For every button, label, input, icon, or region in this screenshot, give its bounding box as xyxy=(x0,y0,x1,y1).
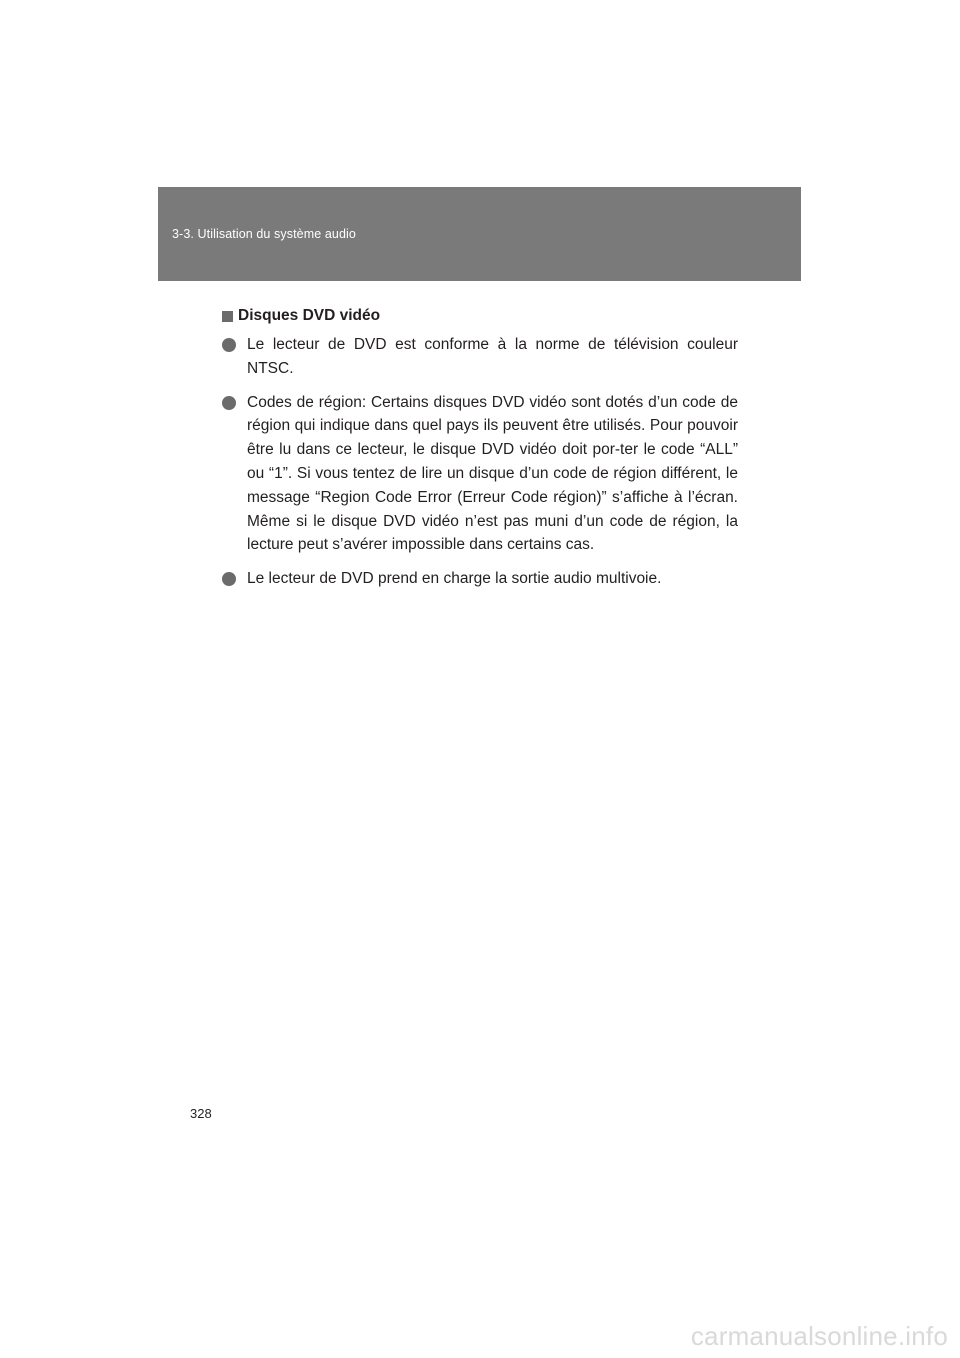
list-item-text: Codes de région: Certains disques DVD vidéo sont dotés d’un code de région qui indique dans quel pays ils peuvent être utilisés. Pour pouvoir être lu dans ce lecteur, le disque DVD vidéo doit por-ter le code “ALL” ou “1”. Si vous tentez de lire un disque d’un code de région différent, le message “Region Code Error (Erreur Code région)” s’affiche à l’écran. Même si le disque DVD vidéo n’est pas muni d’un code de région, la lecture peut s’avérer impossible dans certains cas. xyxy=(247,393,738,554)
list-item xyxy=(222,567,738,591)
watermark: carmanualsonline.info xyxy=(690,1321,948,1351)
list-item xyxy=(222,391,738,558)
page-number: 328 xyxy=(190,1106,212,1121)
circle-bullet-icon xyxy=(222,338,236,352)
header-band xyxy=(158,187,801,281)
section-heading xyxy=(222,305,738,327)
list-item-text: Le lecteur de DVD est conforme à la norme de télévision couleur NTSC. xyxy=(247,336,738,377)
circle-bullet-icon xyxy=(222,572,236,586)
list-item xyxy=(222,333,738,381)
section-title: 3-3. Utilisation du système audio xyxy=(172,227,356,241)
section-heading-text: Disques DVD vidéo xyxy=(238,307,381,324)
circle-bullet-icon xyxy=(222,396,236,410)
main-content xyxy=(222,305,738,601)
square-bullet-icon xyxy=(222,311,233,322)
list-item-text: Le lecteur de DVD prend en charge la sortie audio multivoie. xyxy=(247,570,662,588)
